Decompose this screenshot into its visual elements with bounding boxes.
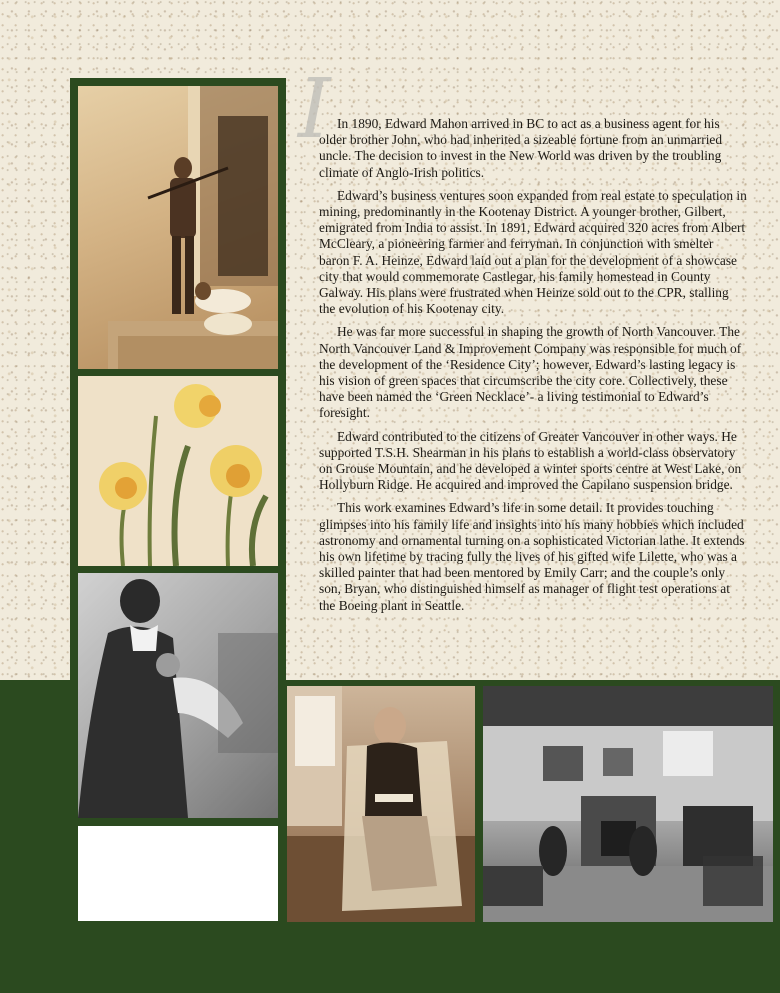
- paragraph: Edward contributed to the citizens of Greater Vancouver in other ways. He supported T.S.H. Shearman in his plans to establish a world-class observatory on Grouse Mountain, and he developed a winter sports centre at West Lake, on Hollyburn Ridge. He acquired and improved the Capilano suspension bridge.: [319, 428, 742, 493]
- painting-daffodils: [78, 376, 278, 566]
- paragraph: In 1890, Edward Mahon arrived in BC to act as a business agent for his older brother John, who had inherited a sizeable fortune from an unmarried uncle. The decision to invest in the New World was driven by the troubling climate of Anglo-Irish politics.: [319, 116, 723, 180]
- photo-man-in-wicker-chair: [287, 686, 475, 922]
- paragraph: This work examines Edward’s life in some detail. It provides touching glimpses into his family life and insights into his many hobbies which included astronomy and ornamental turning on a sophisticated Victorian lathe. It extends his own lifetime by tracing fully the lives of his gifted wife Lilette, who was a skilled painter that had been mentored by Emily Carr; and the couple’s only son, Bryan, who distinguished himself as manager of flight test operations at the Boeing plant in Seattle.: [319, 500, 745, 613]
- paragraph: He was far more successful in shaping the growth of North Vancouver. The North Vancouver Land & Improvement Company was responsible for much of the development of the ‘Residence City’; however, Edward’s lasting legacy is his vision of green spaces that circumscribe the city core. Collectively, these have been named the ‘Green Necklace’- a living testimonial to Edward’s foresight.: [319, 324, 742, 421]
- paragraph: Edward’s business ventures soon expanded from real estate to speculation in mining, predominantly in the Kootenay District. A younger brother, Gilbert, emigrated from India to assist. In 1891, Edward acquired 320 acres from Albert McCleary, a pioneering farmer and ferryman. In conjunction with smelter baron F. A. Heinze, Edward laid out a plan for the development of a showcase city that would commemorate Castlegar, his family homestead in County Galway. His plans were frustrated when Heinze sold out to the CPR, stalling the evolution of his Kootenay city.: [319, 187, 747, 317]
- blank-white-panel: [78, 826, 278, 921]
- drop-initial: I: [298, 62, 331, 157]
- body-text: [319, 116, 747, 621]
- photo-woman-with-child: [78, 573, 278, 818]
- photo-living-room-interior: [483, 686, 773, 922]
- photo-man-with-gun-and-dogs: [78, 86, 278, 369]
